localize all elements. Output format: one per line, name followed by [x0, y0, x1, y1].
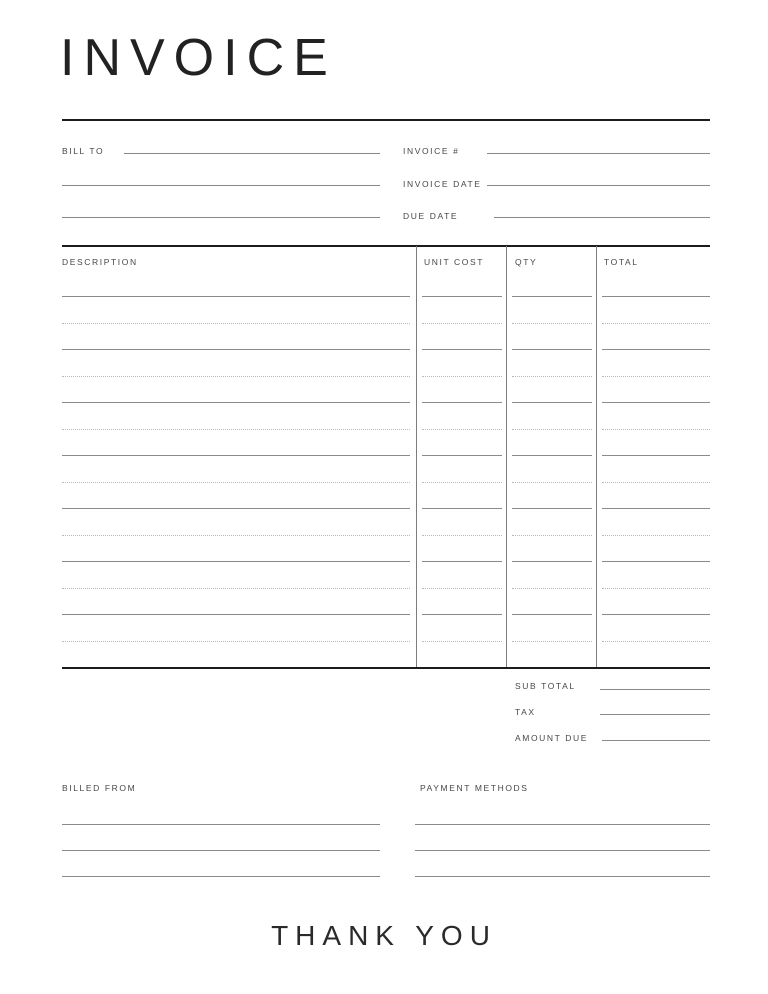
table-row-cell-qty[interactable] — [512, 402, 592, 403]
table-row-cell-description[interactable] — [62, 323, 410, 324]
payment-methods-label: PAYMENT METHODS — [420, 783, 529, 793]
tax-input[interactable] — [600, 714, 710, 715]
billed-from-input-1[interactable] — [62, 824, 380, 825]
payment-methods-input-3[interactable] — [415, 876, 710, 877]
table-row-cell-qty[interactable] — [512, 376, 592, 377]
column-header-qty: QTY — [515, 257, 538, 267]
page-title: INVOICE — [60, 29, 337, 87]
due-date-label: DUE DATE — [403, 211, 459, 221]
header-divider-rule — [62, 119, 710, 121]
table-row-cell-description[interactable] — [62, 402, 410, 403]
column-header-total: TOTAL — [604, 257, 639, 267]
table-row-cell-description[interactable] — [62, 561, 410, 562]
table-row-cell-description[interactable] — [62, 614, 410, 615]
table-row-cell-description[interactable] — [62, 641, 410, 642]
table-row-cell-unit-cost[interactable] — [422, 323, 502, 324]
table-row-cell-description[interactable] — [62, 349, 410, 350]
table-row-cell-unit-cost[interactable] — [422, 429, 502, 430]
table-row-cell-total[interactable] — [602, 535, 710, 536]
table-row-cell-unit-cost[interactable] — [422, 508, 502, 509]
footer-thank-you: THANK YOU — [271, 920, 497, 951]
table-row-cell-total[interactable] — [602, 402, 710, 403]
table-row-cell-unit-cost[interactable] — [422, 588, 502, 589]
table-row-cell-unit-cost[interactable] — [422, 349, 502, 350]
table-row-cell-qty[interactable] — [512, 614, 592, 615]
table-row-cell-description[interactable] — [62, 482, 410, 483]
table-row-cell-description[interactable] — [62, 508, 410, 509]
table-row-cell-unit-cost[interactable] — [422, 296, 502, 297]
column-header-description: DESCRIPTION — [62, 257, 138, 267]
table-top-rule — [62, 245, 710, 247]
table-row-cell-description[interactable] — [62, 376, 410, 377]
table-row-cell-description[interactable] — [62, 429, 410, 430]
invoice-number-input[interactable] — [487, 153, 710, 154]
sub-total-label: SUB TOTAL — [515, 681, 576, 691]
table-row-cell-total[interactable] — [602, 429, 710, 430]
bill-to-input-1[interactable] — [124, 153, 380, 154]
table-row-cell-qty[interactable] — [512, 641, 592, 642]
column-divider-3 — [596, 246, 597, 668]
column-header-unit-cost: UNIT COST — [424, 257, 485, 267]
table-row-cell-description[interactable] — [62, 535, 410, 536]
tax-label: TAX — [515, 707, 536, 717]
table-row-cell-total[interactable] — [602, 588, 710, 589]
table-row-cell-unit-cost[interactable] — [422, 455, 502, 456]
payment-methods-input-1[interactable] — [415, 824, 710, 825]
due-date-input[interactable] — [494, 217, 710, 218]
table-row-cell-unit-cost[interactable] — [422, 614, 502, 615]
table-row-cell-total[interactable] — [602, 349, 710, 350]
amount-due-label: AMOUNT DUE — [515, 733, 588, 743]
table-row-cell-description[interactable] — [62, 296, 410, 297]
table-row-cell-total[interactable] — [602, 614, 710, 615]
invoice-date-input[interactable] — [487, 185, 710, 186]
bill-to-input-3[interactable] — [62, 217, 380, 218]
table-row-cell-qty[interactable] — [512, 588, 592, 589]
sub-total-input[interactable] — [600, 689, 710, 690]
table-row-cell-total[interactable] — [602, 296, 710, 297]
bill-to-label: BILL TO — [62, 146, 105, 156]
column-divider-2 — [506, 246, 507, 668]
table-row-cell-total[interactable] — [602, 376, 710, 377]
table-row-cell-total[interactable] — [602, 641, 710, 642]
table-bottom-rule — [62, 667, 710, 669]
table-row-cell-qty[interactable] — [512, 296, 592, 297]
table-row-cell-unit-cost[interactable] — [422, 376, 502, 377]
table-row-cell-qty[interactable] — [512, 482, 592, 483]
table-row-cell-total[interactable] — [602, 482, 710, 483]
table-row-cell-qty[interactable] — [512, 455, 592, 456]
table-row-cell-unit-cost[interactable] — [422, 402, 502, 403]
table-row-cell-qty[interactable] — [512, 561, 592, 562]
payment-methods-input-2[interactable] — [415, 850, 710, 851]
table-row-cell-description[interactable] — [62, 588, 410, 589]
table-row-cell-unit-cost[interactable] — [422, 482, 502, 483]
table-row-cell-description[interactable] — [62, 455, 410, 456]
table-row-cell-qty[interactable] — [512, 535, 592, 536]
amount-due-input[interactable] — [602, 740, 710, 741]
table-row-cell-qty[interactable] — [512, 429, 592, 430]
column-divider-1 — [416, 246, 417, 668]
invoice-number-label: INVOICE # — [403, 146, 460, 156]
table-row-cell-total[interactable] — [602, 561, 710, 562]
table-row-cell-total[interactable] — [602, 508, 710, 509]
billed-from-input-3[interactable] — [62, 876, 380, 877]
table-row-cell-total[interactable] — [602, 323, 710, 324]
bill-to-input-2[interactable] — [62, 185, 380, 186]
table-row-cell-unit-cost[interactable] — [422, 535, 502, 536]
table-row-cell-total[interactable] — [602, 455, 710, 456]
table-row-cell-unit-cost[interactable] — [422, 561, 502, 562]
table-row-cell-qty[interactable] — [512, 349, 592, 350]
billed-from-input-2[interactable] — [62, 850, 380, 851]
invoice-date-label: INVOICE DATE — [403, 179, 482, 189]
billed-from-label: BILLED FROM — [62, 783, 137, 793]
table-row-cell-qty[interactable] — [512, 323, 592, 324]
table-row-cell-qty[interactable] — [512, 508, 592, 509]
table-row-cell-unit-cost[interactable] — [422, 641, 502, 642]
